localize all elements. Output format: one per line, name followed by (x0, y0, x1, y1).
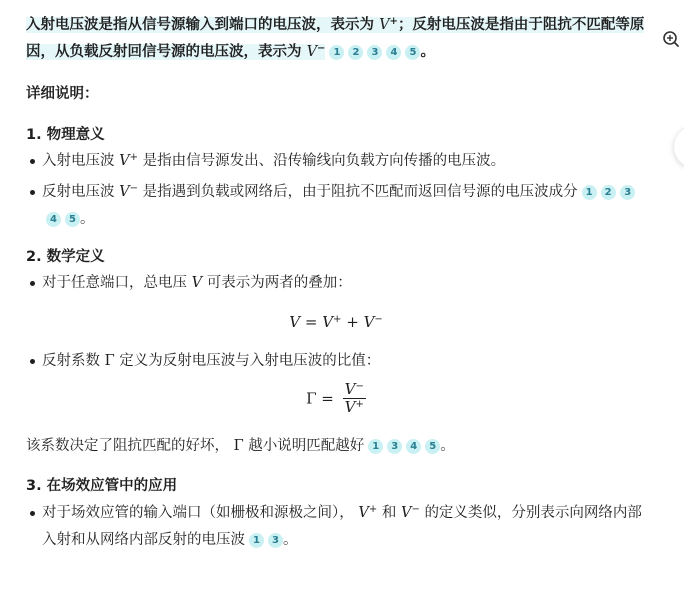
math-var: V (191, 275, 203, 291)
zoom-in-icon[interactable] (662, 30, 682, 50)
math-sup: − (411, 504, 420, 515)
bullet-text: 是指由信号源发出、沿传输线向负载方向传播的电压波。 (142, 153, 506, 169)
citation-badge[interactable]: 5 (425, 439, 440, 454)
citation-badge[interactable]: 3 (620, 185, 635, 200)
summary-paragraph (26, 433, 646, 460)
citation-badge[interactable]: 3 (387, 439, 402, 454)
citation-badge[interactable]: 3 (367, 45, 382, 60)
math-sup: + (129, 152, 138, 163)
answer-content (26, 0, 646, 554)
fraction-numerator (343, 381, 366, 399)
math-sup: − (374, 314, 383, 325)
math-var: V (363, 313, 375, 331)
math-op: + (346, 313, 359, 331)
details-heading: 详细说明： (26, 86, 99, 102)
lead-paragraph (26, 12, 646, 66)
math-var: V (344, 380, 356, 398)
math-op: = (304, 313, 318, 331)
section-title-physical-meaning: 1. 物理意义 (26, 127, 105, 143)
math-var: V (289, 313, 301, 331)
math-var: Γ (233, 438, 244, 454)
bullet-text: 可表示为两者的叠加： (206, 275, 352, 291)
bullet-text: 反射电压波 (42, 184, 115, 200)
formula-total-voltage (26, 307, 646, 337)
paragraph-end: 。 (440, 438, 455, 454)
formula-reflection-coefficient (26, 381, 646, 429)
list-item (26, 270, 646, 297)
bullet-end: 。 (80, 211, 95, 227)
lead-end: 。 (420, 44, 435, 60)
fraction-denominator (343, 399, 366, 416)
citation-badge[interactable]: 2 (348, 45, 363, 60)
math-op: = (321, 389, 334, 408)
side-panel-toggle[interactable] (674, 126, 684, 168)
math-var: V (119, 153, 130, 169)
list-item (26, 500, 646, 554)
citation-badge[interactable]: 5 (405, 45, 420, 60)
citation-badge[interactable]: 5 (65, 212, 80, 227)
citation-badge[interactable]: 3 (268, 533, 283, 548)
bullet-text: 是指遇到负载或网络后，由于阻抗不匹配而返回信号源的电压波成分 (142, 184, 578, 200)
bullet-text: 反射系数 (42, 353, 100, 369)
section-title-fet-application: 3. 在场效应管中的应用 (26, 478, 178, 494)
list-item (26, 148, 646, 175)
lead-sup-plus: + (389, 16, 398, 27)
list-item (26, 179, 646, 233)
citation-badge[interactable]: 1 (368, 439, 383, 454)
math-sup: − (355, 381, 364, 392)
math-sup: − (129, 183, 138, 194)
lead-var-vminus: V (306, 44, 318, 60)
section-title-math-definition: 2. 数学定义 (26, 249, 105, 265)
math-sup: + (333, 314, 342, 325)
math-sup: + (355, 399, 364, 410)
math-sup: + (368, 504, 378, 515)
math-var: V (119, 184, 130, 200)
math-var: V (400, 505, 412, 521)
math-var: Γ (104, 353, 115, 369)
citation-badge[interactable]: 4 (406, 439, 421, 454)
bullet-end: 。 (283, 532, 298, 548)
lead-text-1: 入射电压波是指从信号源输入到端口的电压波，表示为 (26, 17, 374, 33)
fraction (343, 381, 366, 416)
lead-text-2: ；反射电压波是指由于阻抗不匹配等原因，从负载反射回信号源的电压波，表示为 (26, 17, 645, 60)
citation-badge[interactable]: 4 (386, 45, 401, 60)
citation-badge[interactable]: 4 (46, 212, 61, 227)
list-item (26, 348, 646, 375)
bullet-text: 和 (381, 505, 397, 521)
bullet-text: 对于任意端口，总电压 (42, 275, 187, 291)
math-var: V (344, 398, 356, 416)
bullet-text: 入射电压波 (42, 153, 115, 169)
bullet-text: 的定义类似，分别表示向网络内部入射和从网络内部反射的电压波 (42, 505, 642, 548)
citation-badge[interactable]: 2 (601, 185, 616, 200)
paragraph-text: 该系数决定了阻抗匹配的好坏， (26, 438, 229, 454)
bullet-text: 定义为反射电压波与入射电压波的比值： (119, 353, 381, 369)
lead-var-vplus: V (379, 17, 390, 33)
math-var: Γ (306, 389, 317, 408)
citation-badge[interactable]: 1 (582, 185, 597, 200)
paragraph-text: 越小说明匹配越好 (248, 438, 365, 454)
citation-badge[interactable]: 1 (249, 533, 264, 548)
lead-sup-minus: − (317, 43, 326, 54)
math-var: V (358, 505, 369, 521)
bullet-text: 对于场效应管的输入端口（如栅极和源极之间）， (42, 505, 354, 521)
math-var: V (322, 313, 334, 331)
citation-badge[interactable]: 1 (329, 45, 344, 60)
